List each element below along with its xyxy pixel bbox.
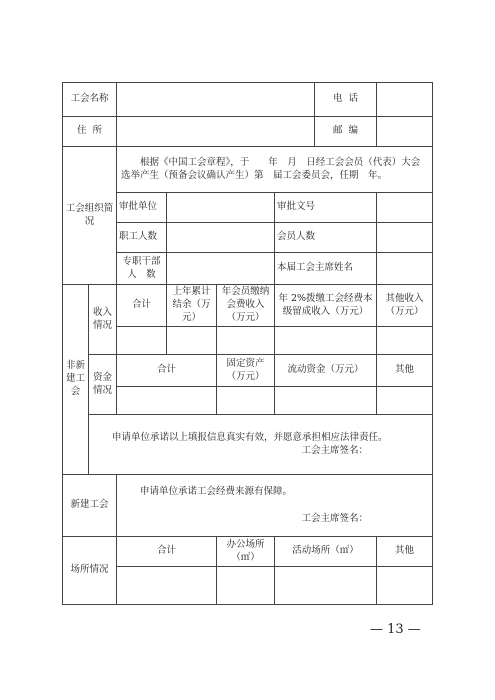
venue-other-field[interactable] xyxy=(377,567,433,605)
income-total-header: 合计 xyxy=(117,285,167,327)
postcode-field[interactable] xyxy=(377,117,433,147)
fulltime-cadre-label: 专职干部人 数 xyxy=(117,253,167,285)
funds-current-header: 流动资金（万元） xyxy=(275,355,377,387)
new-chair-signature: 工会主席签名： xyxy=(301,512,369,524)
address-label: 住 所 xyxy=(63,117,117,147)
chair-name-field[interactable] xyxy=(377,253,433,285)
income-prev-balance-field[interactable] xyxy=(167,327,217,355)
phone-label: 电 话 xyxy=(315,83,377,117)
funds-other-header: 其他 xyxy=(377,355,433,387)
staff-count-label: 职工人数 xyxy=(117,223,167,253)
venue-other-header: 其他 xyxy=(377,537,433,567)
chair-name-label: 本届工会主席姓名 xyxy=(275,253,377,285)
nonnew-union-label: 非新建工会 xyxy=(63,285,89,475)
income-label: 收入情况 xyxy=(89,285,117,355)
venue-office-field[interactable] xyxy=(217,567,275,605)
new-union-label: 新建工会 xyxy=(63,475,117,537)
member-count-field[interactable] xyxy=(377,223,433,253)
union-name-label: 工会名称 xyxy=(63,83,117,117)
org-intro-text: 根据《中国工会章程》，于 年 月 日经工会会员（代表）大会选举产生（预备会议确认产生）第 届工会委员会，任期 年。 xyxy=(117,147,433,193)
nonnew-pledge-cell xyxy=(89,415,433,475)
venue-label: 场所情况 xyxy=(63,537,117,605)
nonnew-pledge-text: 申请单位承诺以上填报信息真实有效，并愿意承担相应法律责任。 xyxy=(112,431,388,443)
venue-activity-field[interactable] xyxy=(275,567,377,605)
income-dues-header: 年会员缴纳会费收入（万元） xyxy=(217,285,275,327)
funds-total-header: 合计 xyxy=(117,355,217,387)
nonnew-chair-signature: 工会主席签名： xyxy=(301,444,369,456)
approval-unit-field[interactable] xyxy=(167,193,275,223)
funds-fixed-header: 固定资产（万元） xyxy=(217,355,275,387)
income-2pct-field[interactable] xyxy=(275,327,377,355)
income-prev-balance-header: 上年累计结余（万元） xyxy=(167,285,217,327)
venue-total-field[interactable] xyxy=(117,567,217,605)
income-dues-field[interactable] xyxy=(217,327,275,355)
funds-current-field[interactable] xyxy=(275,387,377,415)
staff-count-field[interactable] xyxy=(167,223,275,253)
fulltime-cadre-field[interactable] xyxy=(167,253,275,285)
funds-label: 资金情况 xyxy=(89,355,117,415)
income-2pct-header: 年 2%拨缴工会经费本级留成收入（万元） xyxy=(275,285,377,327)
approval-unit-label: 审批单位 xyxy=(117,193,167,223)
income-other-header: 其他收入（万元） xyxy=(377,285,433,327)
address-field[interactable] xyxy=(117,117,315,147)
venue-total-header: 合计 xyxy=(117,537,217,567)
funds-total-field[interactable] xyxy=(117,387,217,415)
income-total-field[interactable] xyxy=(117,327,167,355)
funds-other-field[interactable] xyxy=(377,387,433,415)
funds-fixed-field[interactable] xyxy=(217,387,275,415)
new-pledge-text: 申请单位承诺工会经费来源有保障。 xyxy=(140,485,293,497)
venue-office-header: 办公场所（㎡） xyxy=(217,537,275,567)
org-intro-label: 工会组织简 况 xyxy=(63,147,117,285)
postcode-label: 邮 编 xyxy=(315,117,377,147)
approval-doc-label: 审批文号 xyxy=(275,193,377,223)
member-count-label: 会员人数 xyxy=(275,223,377,253)
venue-activity-header: 活动场所（㎡） xyxy=(275,537,377,567)
income-other-field[interactable] xyxy=(377,327,433,355)
page-number: — 13 — xyxy=(370,622,421,637)
union-name-field[interactable] xyxy=(117,83,315,117)
new-pledge-cell xyxy=(117,475,433,537)
union-registration-form xyxy=(62,82,433,605)
phone-field[interactable] xyxy=(377,83,433,117)
approval-doc-field[interactable] xyxy=(377,193,433,223)
